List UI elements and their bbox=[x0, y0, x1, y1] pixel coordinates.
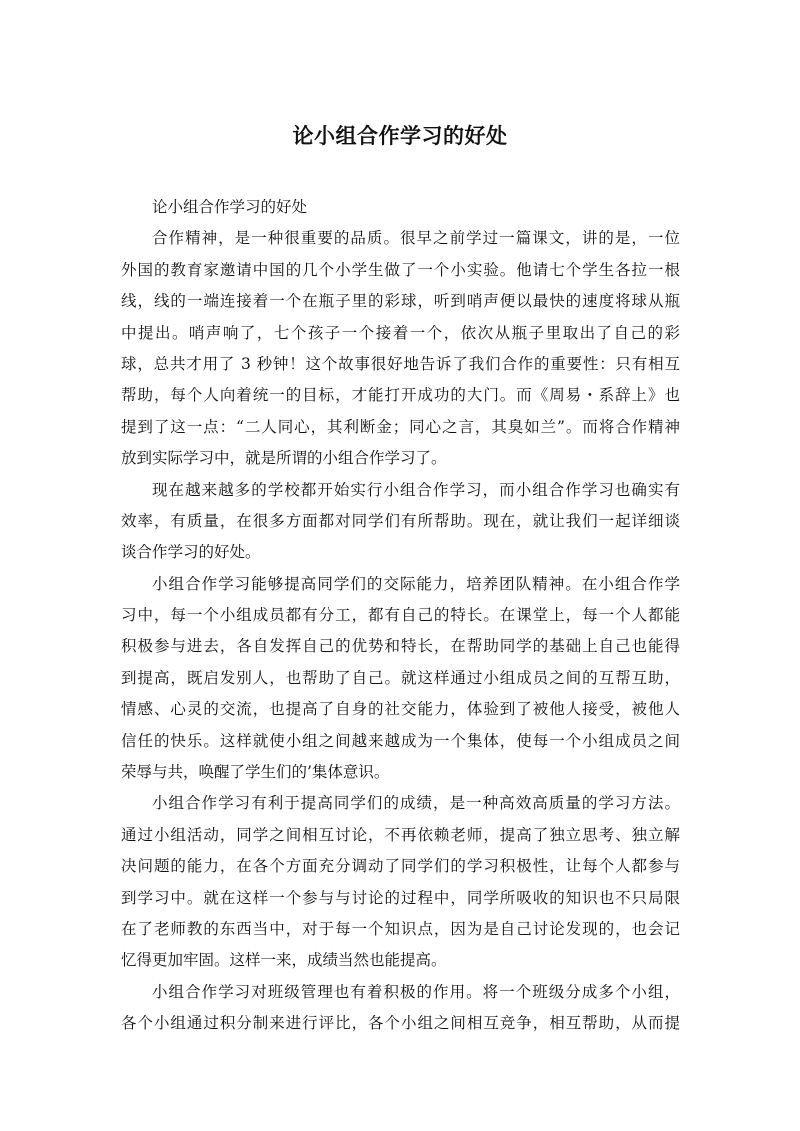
text-line: 帮助，每个人向着统一的目标，才能打开成功的大门。而《周易・系辞上》也 bbox=[121, 386, 680, 405]
text-line: 合作精神，是一种很重要的品质。很早之前学过一篇课文，讲的是，一位 bbox=[152, 229, 680, 248]
document-title: 论小组合作学习的好处 bbox=[292, 124, 508, 148]
text-line: 外国的教育家邀请中国的几个小学生做了一个小实验。他请七个学生各拉一根 bbox=[121, 260, 680, 279]
text-line: 线，线的一端连接着一个在瓶子里的彩球，听到哨声便以最快的速度将球从瓶 bbox=[121, 292, 680, 311]
text-line: 通过小组活动，同学之间相互讨论，不再依赖老师，提高了独立思考、独立解 bbox=[121, 825, 680, 844]
text-line: 提到了这一点：“二人同心，其利断金；同心之言，其臭如兰”。而将合作精神 bbox=[121, 417, 680, 436]
text-line: 各个小组通过积分制来进行评比，各个小组之间相互竞争，相互帮助，从而提 bbox=[121, 1014, 680, 1033]
text-line: 小组合作学习对班级管理也有着积极的作用。将一个班级分成多个小组， bbox=[152, 982, 680, 1001]
text-line: 中提出。哨声响了，七个孩子一个接着一个，依次从瓶子里取出了自己的彩 bbox=[121, 323, 680, 342]
text-line: 情感、心灵的交流，也提高了自身的社交能力，体验到了被他人接受，被他人 bbox=[121, 700, 680, 719]
text-line: 到学习中。就在这样一个参与与讨论的过程中，同学所吸收的知识也不只局限 bbox=[121, 888, 680, 907]
text-line: 积极参与进去，各自发挥自己的优势和特长，在帮助同学的基础上自己也能得 bbox=[121, 637, 680, 656]
text-line: 小组合作学习能够提高同学们的交际能力，培养团队精神。在小组合作学 bbox=[152, 574, 680, 593]
text-line: 现在越来越多的学校都开始实行小组合作学习，而小组合作学习也确实有 bbox=[152, 480, 680, 499]
text-line: 论小组合作学习的好处 bbox=[152, 198, 308, 216]
text-line: 谈合作学习的好处。 bbox=[121, 543, 261, 562]
text-line: 放到实际学习中，就是所谓的小组合作学习了。 bbox=[121, 449, 447, 468]
text-line: 球，总共才用了 3 秒钟！这个故事很好地告诉了我们合作的重要性：只有相互 bbox=[121, 354, 680, 373]
text-line: 习中，每一个小组成员都有分工，都有自己的特长。在课堂上，每一个人都能 bbox=[121, 606, 680, 625]
text-line: 荣辱与共，唤醒了学生们的’集体意识。 bbox=[121, 763, 390, 782]
text-line: 在了老师教的东西当中，对于每一个知识点，因为是自己讨论发现的，也会记 bbox=[121, 919, 680, 938]
text-line: 忆得更加牢固。这样一来，成绩当然也能提高。 bbox=[121, 951, 447, 970]
text-line: 到提高，既启发别人，也帮助了自己。就这样通过小组成员之间的互帮互助， bbox=[121, 668, 680, 687]
text-line: 决问题的能力，在各个方面充分调动了同学们的学习积极性，让每个人都参与 bbox=[121, 857, 680, 876]
text-line: 信任的快乐。这样就使小组之间越来越成为一个集体，使每一个小组成员之间 bbox=[121, 731, 680, 750]
text-line: 小组合作学习有利于提高同学们的成绩，是一种高效高质量的学习方法。 bbox=[152, 794, 680, 813]
text-line: 效率，有质量，在很多方面都对同学们有所帮助。现在，就让我们一起详细谈 bbox=[121, 511, 680, 530]
document-body bbox=[121, 192, 680, 1040]
